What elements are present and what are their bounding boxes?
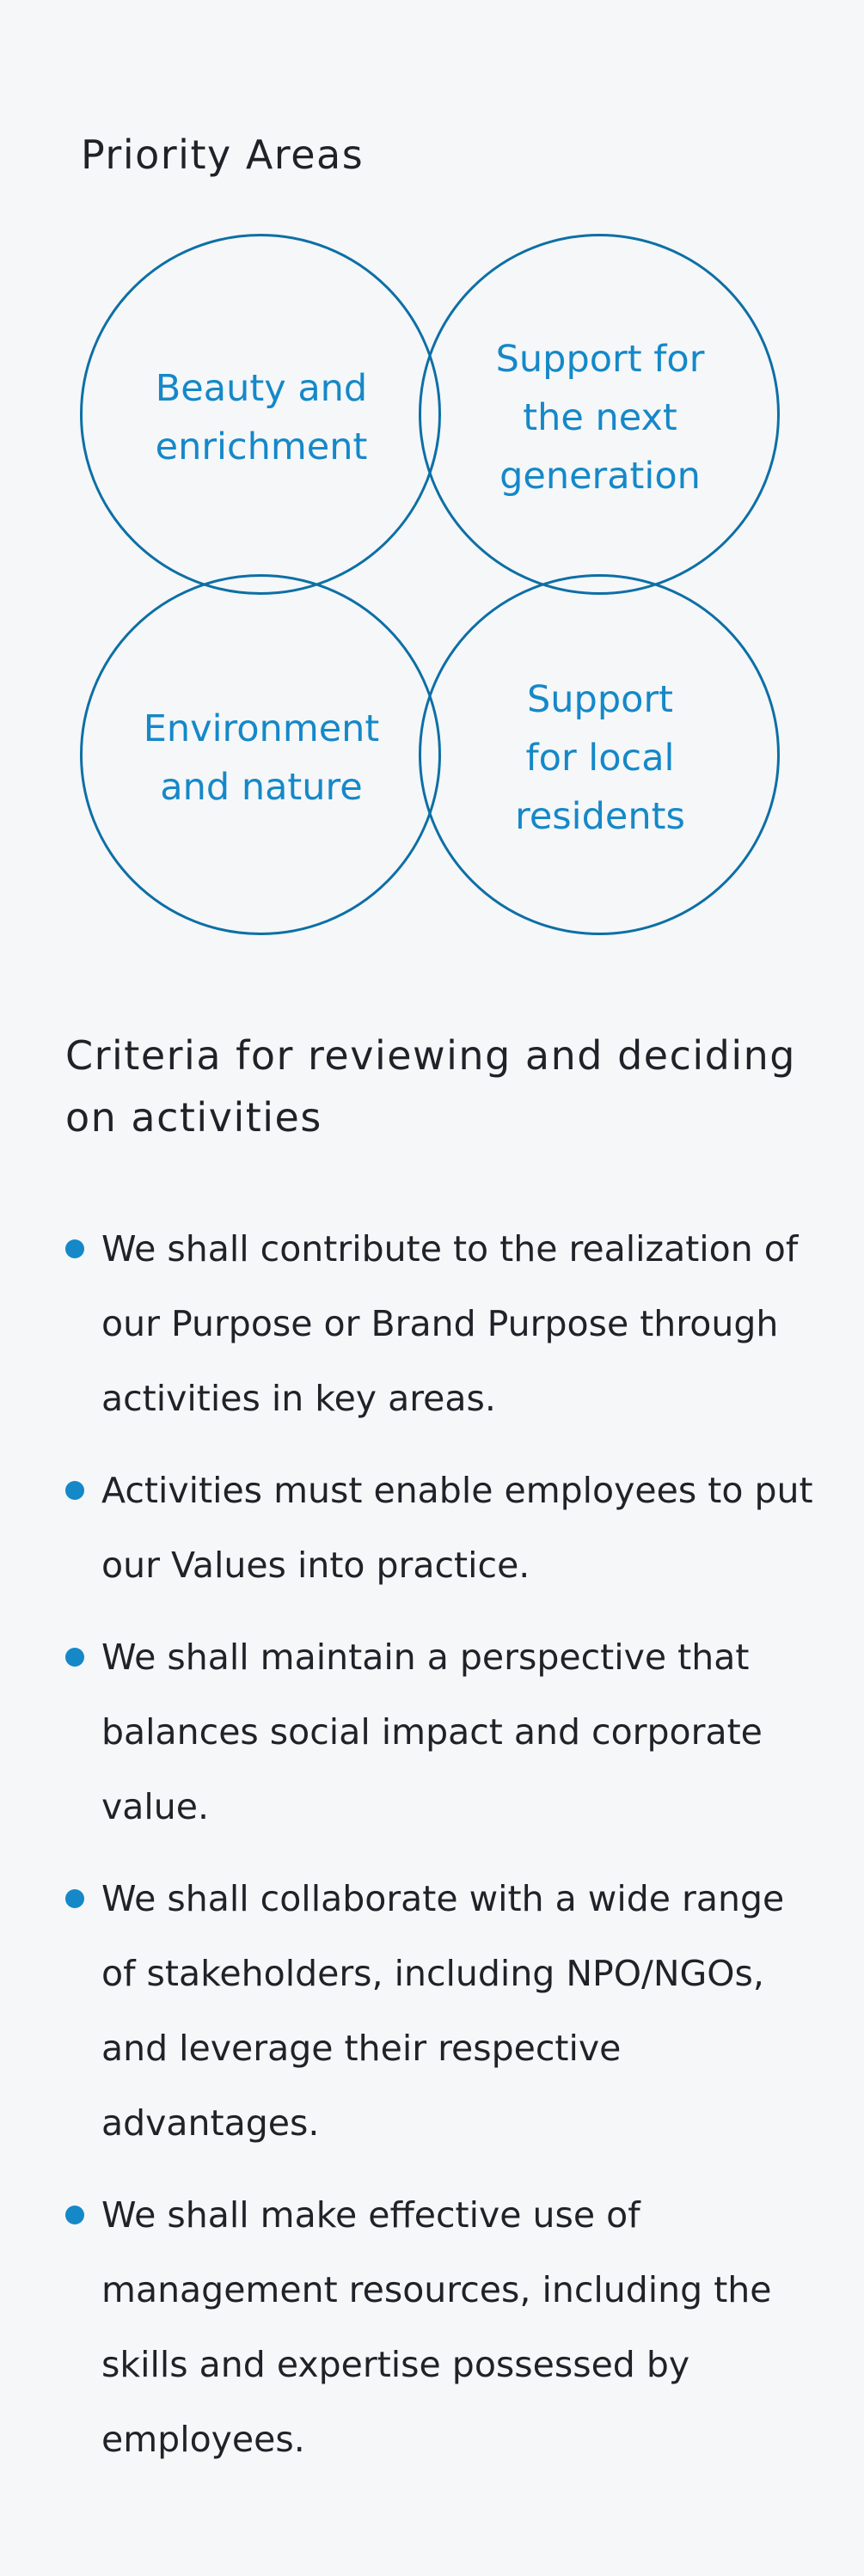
- priority-area-label-next-generation: Support for the next generation: [495, 338, 705, 498]
- bullet-dot-icon: [65, 1889, 84, 1908]
- criteria-item-text: We shall maintain a perspective that balances social impact and corporate value.: [101, 1637, 763, 1827]
- criteria-item: [65, 1862, 813, 2161]
- priority-area-label-environment: Environment and nature: [143, 707, 380, 809]
- criteria-item: [65, 1453, 813, 1603]
- criteria-item-text: We shall collaborate with a wide range of stakeholders, including NPO/NGOs, and leverage their respective advantages.: [101, 1878, 785, 2144]
- criteria-list: [65, 1212, 813, 2494]
- criteria-item: [65, 1212, 813, 1436]
- priority-area-label-local-residents: Support for local residents: [515, 678, 685, 838]
- bullet-dot-icon: [65, 1481, 84, 1500]
- priority-areas-title: Priority Areas: [81, 132, 365, 178]
- criteria-item: [65, 2178, 813, 2477]
- criteria-item-text: We shall contribute to the realization of our Purpose or Brand Purpose through activities in key areas.: [101, 1228, 799, 1419]
- bullet-dot-icon: [65, 1239, 84, 1258]
- priority-area-label-beauty: Beauty and enrichment: [155, 367, 368, 468]
- criteria-item-text: We shall make effective use of management resources, including the skills and expertise possessed by employees.: [101, 2194, 772, 2460]
- priority-areas-diagram: [0, 0, 864, 963]
- bullet-dot-icon: [65, 1648, 84, 1667]
- criteria-title: Criteria for reviewing and deciding on activities: [65, 1032, 796, 1141]
- criteria-item: [65, 1620, 813, 1845]
- criteria-item-text: Activities must enable employees to put our Values into practice.: [101, 1470, 813, 1586]
- bullet-dot-icon: [65, 2206, 84, 2224]
